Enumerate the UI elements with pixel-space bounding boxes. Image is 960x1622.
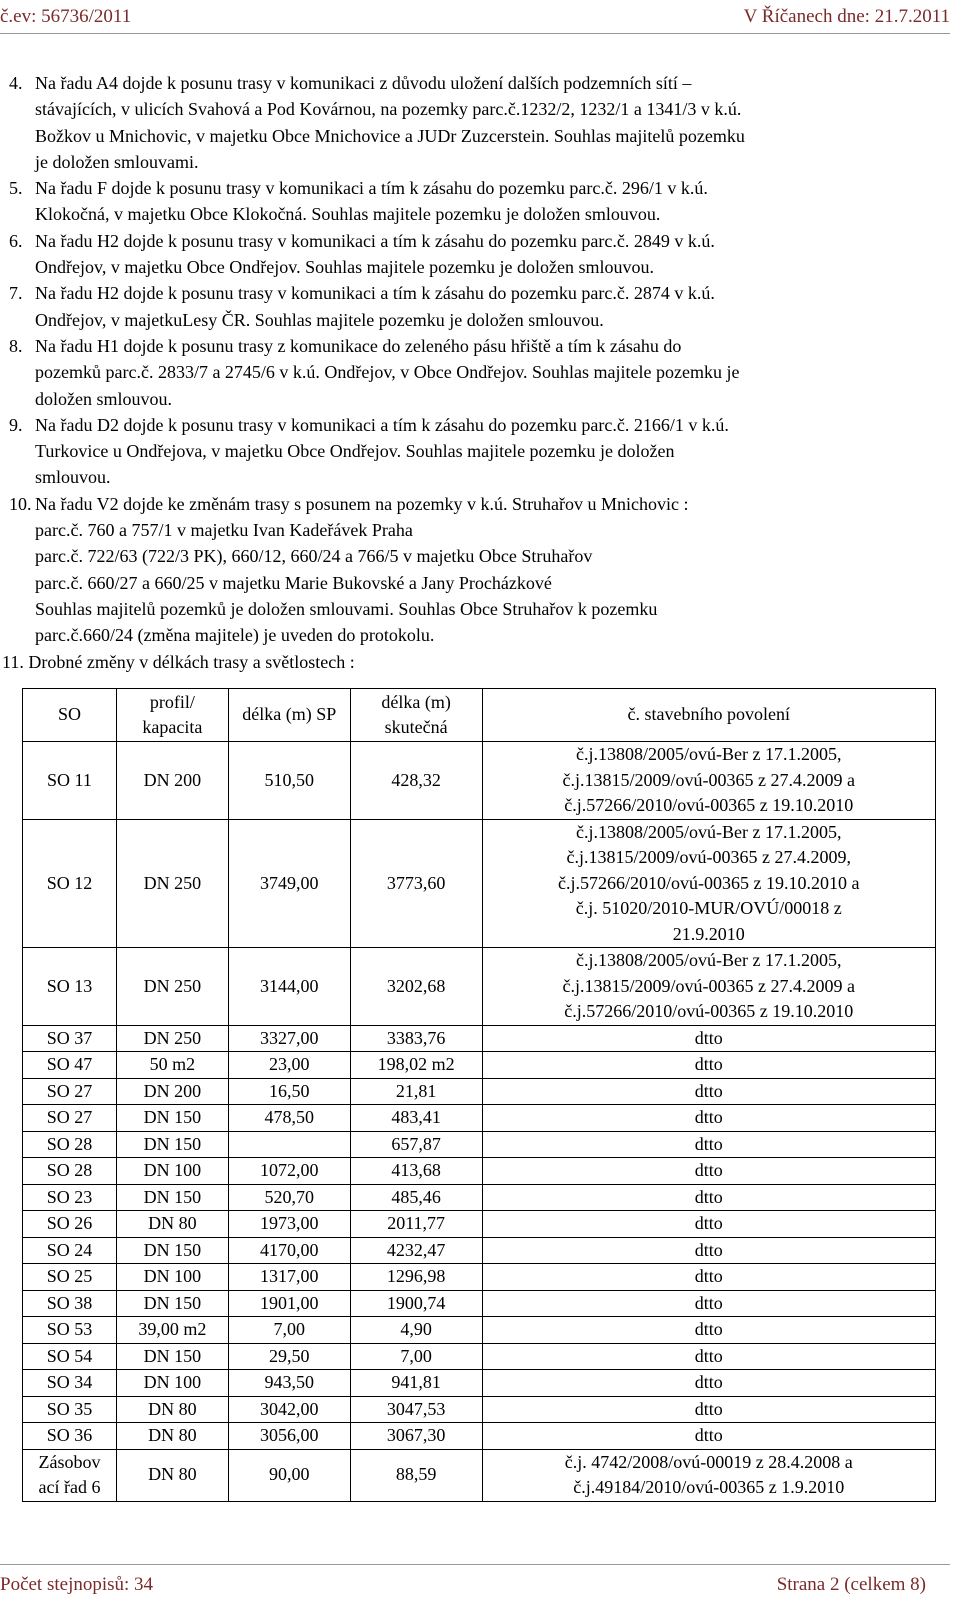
item-line: pozemků parc.č. 2833/7 a 2745/6 v k.ú. Ondřejov, v Obce Ondřejov. Souhlas majitele pozemku je	[35, 362, 740, 383]
cell-delka-sp: 478,50	[228, 1105, 350, 1132]
cell-so: SO 28	[23, 1158, 117, 1185]
cell-profil: DN 150	[116, 1237, 228, 1264]
item-line: parc.č. 760 a 757/1 v majetku Ivan Kadeřávek Praha	[35, 520, 413, 541]
list-item	[9, 228, 959, 281]
col-header-profil	[116, 689, 228, 742]
cell-so: SO 24	[23, 1237, 117, 1264]
cell-povoleni-line: dtto	[694, 1080, 723, 1101]
cell-delka-sp: 3749,00	[228, 819, 350, 948]
cell-delka-sp: 3056,00	[228, 1423, 350, 1450]
cell-profil: DN 100	[116, 1370, 228, 1397]
footer-divider	[0, 1564, 950, 1565]
cell-povoleni-line: dtto	[694, 1160, 723, 1180]
cell-delka-skutecna: 1900,74	[350, 1290, 482, 1317]
cell-profil: DN 250	[116, 948, 228, 1026]
cell-delka-skutecna: 3067,30	[350, 1423, 482, 1450]
footer-page-number: Strana 2 (celkem 8)	[776, 1574, 926, 1595]
cell-so: SO 13	[23, 948, 117, 1026]
table-row	[23, 1237, 936, 1264]
cell-delka-sp: 4170,00	[228, 1237, 350, 1264]
cell-profil: DN 200	[116, 1078, 228, 1105]
cell-delka-skutecna: 485,46	[350, 1184, 482, 1211]
cell-profil: DN 80	[116, 1449, 228, 1501]
cell-so: SO 47	[23, 1052, 117, 1079]
cell-delka-skutecna: 3202,68	[350, 948, 482, 1026]
cell-povoleni	[482, 1184, 935, 1211]
cell-povoleni-line: č.j.13815/2009/ovú-00365 z 27.4.2009 a	[562, 975, 855, 996]
item-number: 4.	[9, 73, 23, 93]
table-row	[23, 1025, 936, 1052]
col-header-skut-l1: délka (m)	[381, 691, 451, 712]
cell-povoleni	[482, 1370, 935, 1397]
cell-povoleni-line: dtto	[694, 1213, 723, 1233]
cell-povoleni	[482, 1237, 935, 1264]
item-line: Na řadu H2 dojde k posunu trasy v komunikaci a tím k zásahu do pozemku parc.č. 2874 v k.ú.	[35, 283, 715, 304]
table-row	[23, 1264, 936, 1291]
item-list	[9, 70, 959, 491]
cell-profil: DN 100	[116, 1264, 228, 1291]
table-row	[23, 819, 936, 948]
cell-delka-skutecna: 3047,53	[350, 1396, 482, 1423]
cell-profil: DN 150	[116, 1343, 228, 1370]
cell-delka-sp: 29,50	[228, 1343, 350, 1370]
cell-so: SO 27	[23, 1078, 117, 1105]
cell-povoleni-line: č.j.13808/2005/ovú-Ber z 17.1.2005,	[576, 821, 842, 842]
item-number: 7.	[9, 283, 23, 304]
cell-delka-sp: 23,00	[228, 1052, 350, 1079]
item-line: Souhlas majitelů pozemků je doložen smlouvami. Souhlas Obce Struhařov k pozemku	[35, 598, 658, 619]
col-header-so: SO	[23, 689, 117, 742]
list-item	[9, 280, 959, 333]
cell-delka-sp: 510,50	[228, 742, 350, 820]
cell-profil: DN 150	[116, 1184, 228, 1211]
table-row	[23, 1317, 936, 1344]
cell-delka-sp: 7,00	[228, 1317, 350, 1344]
cell-so: SO 34	[23, 1370, 117, 1397]
cell-so: SO 26	[23, 1211, 117, 1238]
cell-profil: DN 250	[116, 819, 228, 948]
cell-povoleni	[482, 819, 935, 948]
item-line: Drobné změny v délkách trasy a světlostech :	[28, 651, 355, 672]
cell-delka-sp: 943,50	[228, 1370, 350, 1397]
cell-povoleni-line: dtto	[694, 1292, 723, 1313]
cell-profil: 50 m2	[116, 1052, 228, 1079]
item-line: Ondřejov, v majetkuLesy ČR. Souhlas majitele pozemku je doložen smlouvou.	[35, 309, 604, 330]
cell-delka-sp: 16,50	[228, 1078, 350, 1105]
cell-povoleni-line: č.j. 51020/2010-MUR/OVÚ/00018 z	[575, 898, 842, 918]
footer-copies: Počet stejnopisů: 34	[0, 1574, 154, 1595]
cell-delka-sp: 1973,00	[228, 1211, 350, 1238]
item-line: doložen smlouvou.	[35, 388, 172, 409]
cell-delka-sp: 3144,00	[228, 948, 350, 1026]
cell-delka-sp: 3042,00	[228, 1396, 350, 1423]
cell-delka-skutecna: 4,90	[350, 1317, 482, 1344]
cell-profil: DN 150	[116, 1105, 228, 1132]
cell-delka-skutecna: 2011,77	[350, 1211, 482, 1238]
cell-profil: DN 80	[116, 1211, 228, 1238]
col-header-povoleni: č. stavebního povolení	[482, 689, 935, 742]
cell-delka-skutecna: 7,00	[350, 1343, 482, 1370]
cell-povoleni-line: dtto	[694, 1319, 723, 1339]
cell-delka-skutecna: 657,87	[350, 1131, 482, 1158]
item-line: parc.č.660/24 (změna majitele) je uveden do protokolu.	[35, 625, 435, 646]
cell-povoleni	[482, 1290, 935, 1317]
cell-so: SO 23	[23, 1184, 117, 1211]
cell-delka-skutecna: 428,32	[350, 742, 482, 820]
item-line: smlouvou.	[35, 467, 111, 488]
cell-povoleni	[482, 948, 935, 1026]
table-row	[23, 742, 936, 820]
cell-so	[23, 1449, 117, 1501]
item-line: je doložen smlouvami.	[35, 151, 199, 172]
cell-so: SO 37	[23, 1025, 117, 1052]
cell-delka-skutecna: 483,41	[350, 1105, 482, 1132]
table-row	[23, 1184, 936, 1211]
page-footer	[0, 1574, 960, 1600]
cell-povoleni-line: dtto	[694, 1186, 723, 1207]
cell-delka-sp	[228, 1131, 350, 1158]
cell-so: SO 28	[23, 1131, 117, 1158]
cell-so: SO 35	[23, 1396, 117, 1423]
item-line: parc.č. 660/27 a 660/25 v majetku Marie Bukovské a Jany Procházkové	[35, 572, 552, 593]
col-header-delka-skutecna	[350, 689, 482, 742]
cell-delka-sp: 520,70	[228, 1184, 350, 1211]
cell-povoleni	[482, 1158, 935, 1185]
cell-povoleni	[482, 1423, 935, 1450]
cell-povoleni-line: dtto	[694, 1345, 723, 1366]
item-number: 11.	[2, 651, 24, 672]
cell-so: SO 12	[23, 819, 117, 948]
table-row	[23, 1105, 936, 1132]
item-line: Turkovice u Ondřejova, v majetku Obce Ondřejov. Souhlas majitele pozemku je doložen	[35, 441, 675, 462]
cell-delka-sp: 90,00	[228, 1449, 350, 1501]
header-date: V Říčanech dne: 21.7.2011	[743, 6, 950, 27]
table-row	[23, 948, 936, 1026]
list-item	[9, 333, 959, 412]
cell-delka-skutecna: 413,68	[350, 1158, 482, 1185]
table-row	[23, 1370, 936, 1397]
cell-delka-skutecna: 1296,98	[350, 1264, 482, 1291]
cell-profil: DN 250	[116, 1025, 228, 1052]
item-line: stávajících, v ulicích Svahová a Pod Kovárnou, na pozemky parc.č.1232/2, 1232/1 a 1341/3 v k.ú.	[35, 99, 742, 120]
table-row	[23, 1290, 936, 1317]
cell-povoleni-line: 21.9.2010	[672, 923, 745, 944]
cell-profil: DN 150	[116, 1290, 228, 1317]
table-row	[23, 1131, 936, 1158]
item-number: 9.	[9, 414, 23, 435]
list-item	[9, 70, 959, 175]
table-row	[23, 1078, 936, 1105]
cell-delka-sp: 3327,00	[228, 1025, 350, 1052]
table-row	[23, 1423, 936, 1450]
cell-delka-skutecna: 4232,47	[350, 1237, 482, 1264]
cell-delka-skutecna: 88,59	[350, 1449, 482, 1501]
list-item-11	[2, 649, 959, 675]
item-number: 5.	[9, 178, 23, 199]
item-line: parc.č. 722/63 (722/3 PK), 660/12, 660/24 a 766/5 v majetku Obce Struhařov	[35, 546, 593, 567]
item-line: Na řadu H1 dojde k posunu trasy z komunikace do zeleného pásu hřiště a tím k zásahu do	[35, 335, 682, 356]
list-item	[9, 412, 959, 491]
cell-povoleni-line: dtto	[694, 1239, 723, 1260]
cell-povoleni	[482, 1131, 935, 1158]
cell-povoleni	[482, 1078, 935, 1105]
table-row	[23, 1396, 936, 1423]
item-line: Božkov u Mnichovic, v majetku Obce Mnichovice a JUDr Zuzcerstein. Souhlas majitelů pozemku	[35, 125, 745, 146]
header-reference: č.ev: 56736/2011	[0, 6, 132, 27]
cell-povoleni-line: dtto	[694, 1054, 723, 1074]
cell-delka-skutecna: 3383,76	[350, 1025, 482, 1052]
item-number: 10.	[9, 493, 32, 514]
cell-povoleni-line: č.j.57266/2010/ovú-00365 z 19.10.2010	[564, 1001, 854, 1021]
cell-profil: DN 100	[116, 1158, 228, 1185]
cell-povoleni	[482, 1211, 935, 1238]
cell-povoleni-line: dtto	[694, 1425, 723, 1445]
col-header-skut-l2: skutečná	[384, 717, 448, 737]
cell-so: SO 54	[23, 1343, 117, 1370]
cell-delka-skutecna: 941,81	[350, 1370, 482, 1397]
cell-delka-sp: 1072,00	[228, 1158, 350, 1185]
cell-povoleni-line: č.j.13808/2005/ovú-Ber z 17.1.2005,	[576, 950, 842, 970]
cell-povoleni	[482, 1343, 935, 1370]
cell-povoleni-line: dtto	[694, 1266, 723, 1286]
changes-table	[22, 688, 936, 1502]
cell-profil: 39,00 m2	[116, 1317, 228, 1344]
cell-so: SO 11	[23, 742, 117, 820]
cell-povoleni-line: č.j.13815/2009/ovú-00365 z 27.4.2009,	[566, 847, 852, 867]
cell-so: SO 25	[23, 1264, 117, 1291]
cell-so-line: ací řad 6	[38, 1477, 101, 1497]
table-row	[23, 1158, 936, 1185]
cell-povoleni-line: dtto	[694, 1398, 723, 1419]
cell-povoleni	[482, 1317, 935, 1344]
cell-profil: DN 80	[116, 1396, 228, 1423]
cell-delka-skutecna: 21,81	[350, 1078, 482, 1105]
item-line: Na řadu H2 dojde k posunu trasy v komunikaci a tím k zásahu do pozemku parc.č. 2849 v k.ú.	[35, 230, 715, 251]
cell-povoleni-line: dtto	[694, 1107, 723, 1127]
cell-povoleni-line: č.j.49184/2010/ovú-00365 z 1.9.2010	[573, 1477, 845, 1497]
cell-povoleni-line: č.j.57266/2010/ovú-00365 z 19.10.2010	[564, 795, 854, 815]
table-row	[23, 1211, 936, 1238]
cell-povoleni	[482, 742, 935, 820]
item-line: Na řadu V2 dojde ke změnám trasy s posunem na pozemky v k.ú. Struhařov u Mnichovic :	[35, 493, 689, 514]
cell-delka-sp: 1317,00	[228, 1264, 350, 1291]
item-line: Na řadu D2 dojde k posunu trasy v komunikaci a tím k zásahu do pozemku parc.č. 2166/1 v k.ú.	[35, 414, 729, 435]
item-line: Ondřejov, v majetku Obce Ondřejov. Souhlas majitele pozemku je doložen smlouvou.	[35, 257, 655, 278]
cell-povoleni	[482, 1396, 935, 1423]
cell-delka-skutecna: 3773,60	[350, 819, 482, 948]
cell-povoleni-line: dtto	[694, 1133, 723, 1154]
cell-povoleni-line: dtto	[694, 1027, 723, 1048]
cell-so-line: Zásobov	[38, 1451, 101, 1472]
item-line: Klokočná, v majetku Obce Klokočná. Souhlas majitele pozemku je doložen smlouvou.	[35, 204, 661, 225]
cell-so: SO 53	[23, 1317, 117, 1344]
cell-profil: DN 80	[116, 1423, 228, 1450]
table-header-row	[23, 689, 936, 742]
cell-so: SO 36	[23, 1423, 117, 1450]
col-header-profil-l1: profil/	[149, 691, 195, 712]
cell-profil: DN 150	[116, 1131, 228, 1158]
item-line: Na řadu F dojde k posunu trasy v komunikaci a tím k zásahu do pozemku parc.č. 296/1 v k.ú.	[35, 178, 708, 199]
cell-so: SO 38	[23, 1290, 117, 1317]
col-header-profil-l2: kapacita	[142, 717, 203, 737]
header-divider	[0, 33, 950, 34]
cell-so: SO 27	[23, 1105, 117, 1132]
cell-povoleni-line: č.j.13815/2009/ovú-00365 z 27.4.2009 a	[562, 769, 855, 790]
item-number: 6.	[9, 230, 23, 251]
cell-povoleni-line: č.j.13808/2005/ovú-Ber z 17.1.2005,	[576, 744, 842, 764]
cell-povoleni	[482, 1025, 935, 1052]
item-line: Na řadu A4 dojde k posunu trasy v komunikaci z důvodu uložení dalších podzemních sítí –	[35, 73, 692, 93]
cell-povoleni	[482, 1449, 935, 1501]
item-number: 8.	[9, 335, 23, 356]
cell-povoleni-line: dtto	[694, 1372, 723, 1392]
cell-povoleni	[482, 1264, 935, 1291]
col-header-delka-sp: délka (m) SP	[228, 689, 350, 742]
cell-povoleni-line: č.j. 4742/2008/ovú-00019 z 28.4.2008 a	[564, 1451, 853, 1472]
table-row	[23, 1343, 936, 1370]
cell-delka-sp: 1901,00	[228, 1290, 350, 1317]
cell-delka-skutecna: 198,02 m2	[350, 1052, 482, 1079]
list-item	[9, 175, 959, 228]
document-body	[2, 70, 959, 675]
cell-povoleni	[482, 1105, 935, 1132]
list-item-10	[9, 491, 959, 649]
page-header	[0, 6, 960, 32]
table-row	[23, 1052, 936, 1079]
cell-povoleni-line: č.j.57266/2010/ovú-00365 z 19.10.2010 a	[558, 872, 860, 893]
cell-povoleni	[482, 1052, 935, 1079]
table-body	[23, 742, 936, 1502]
table-row	[23, 1449, 936, 1501]
cell-profil: DN 200	[116, 742, 228, 820]
